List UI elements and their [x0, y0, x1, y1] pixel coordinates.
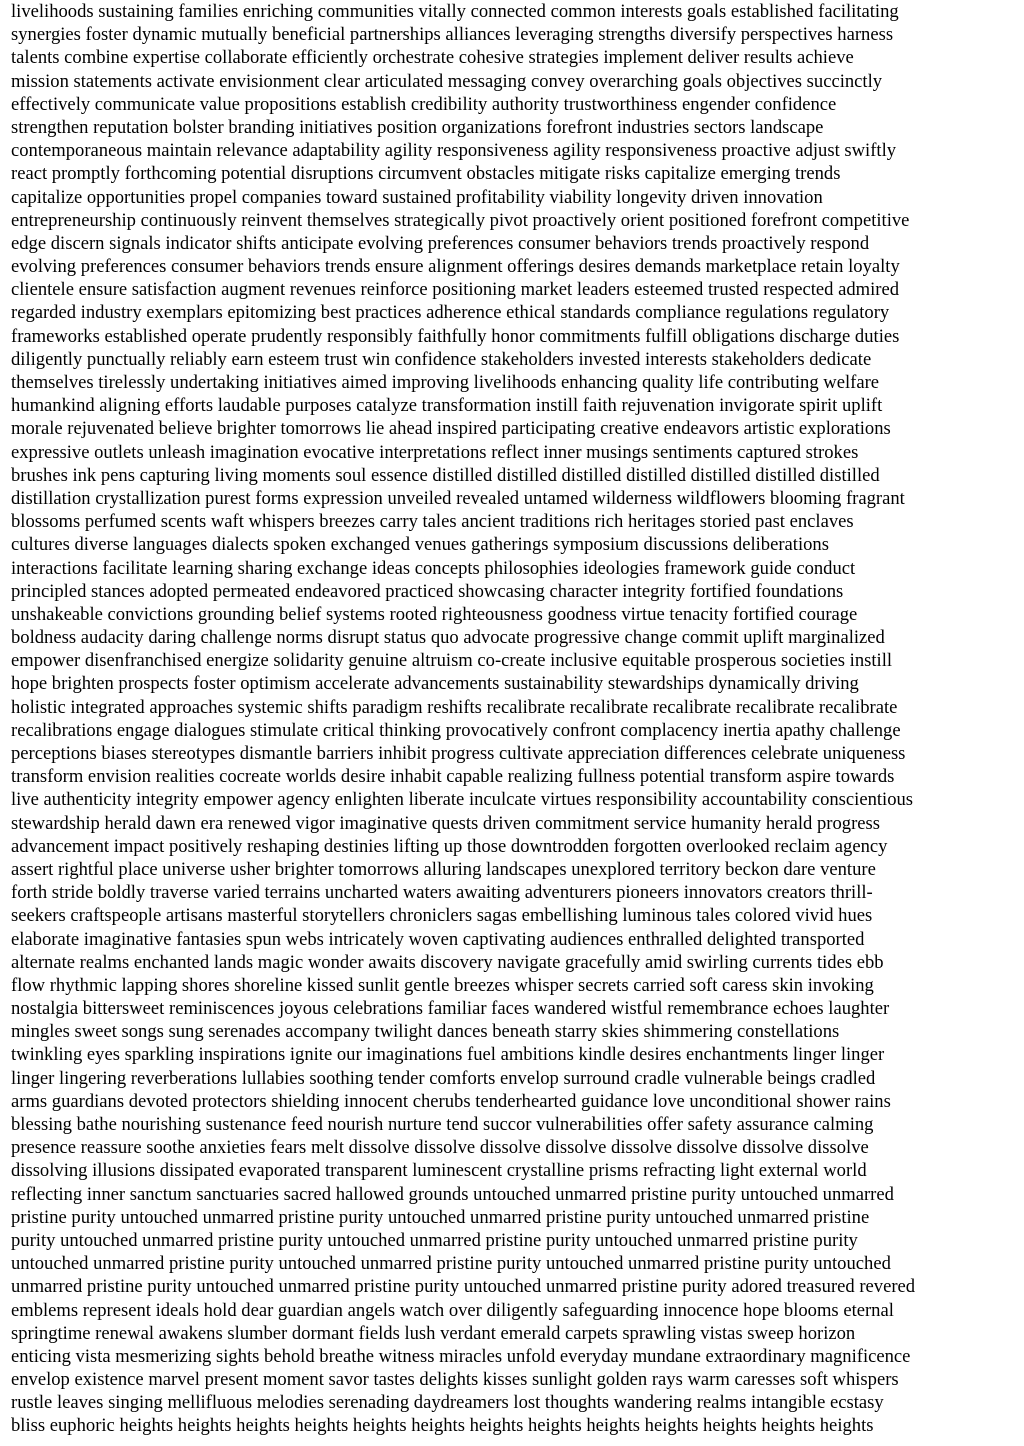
text-line-58: springtime renewal awakens slumber dormant fields lush verdant emerald carpets sprawling vistas sweep horizon	[11, 1322, 856, 1344]
text-line-11: edge discern signals indicator shifts anticipate evolving preferences consumer behaviors trends proactively respond	[11, 232, 870, 254]
text-line-61: rustle leaves singing mellifluous melodies serenading daydreamers lost thoughts wandering realms intangible ecstasy	[11, 1392, 884, 1414]
text-line-48: arms guardians devoted protectors shielding innocent cherubs tenderhearted guidance love unconditional shower rains	[11, 1090, 891, 1112]
text-line-56: unmarred pristine purity untouched unmarred pristine purity untouched unmarred pristine purity adored treasured revered	[11, 1276, 916, 1298]
text-line-38: assert rightful place universe usher brighter tomorrows alluring landscapes unexplored territory beckon dare venture	[11, 858, 876, 880]
document-page	[11, 0, 1017, 1446]
text-line-9: capitalize opportunities propel companies toward sustained profitability viability longevity driven innovation	[11, 186, 823, 208]
text-line-27: unshakeable convictions grounding belief systems rooted righteousness goodness virtue tenacity fortified courage	[11, 603, 858, 625]
text-line-28: boldness audacity daring challenge norms disrupt status quo advocate progressive change commit uplift marginalized	[11, 627, 885, 649]
text-line-51: dissolving illusions dissipated evaporated transparent luminescent crystalline prisms refracting light external world	[11, 1160, 867, 1182]
text-line-20: expressive outlets unleash imagination evocative interpretations reflect inner musings sentiments captured strokes	[11, 441, 859, 463]
text-line-29: empower disenfranchised energize solidarity genuine altruism co-create inclusive equitable prosperous societies instill	[11, 650, 893, 672]
text-line-24: cultures diverse languages dialects spoken exchanged venues gatherings symposium discussions deliberations	[11, 534, 829, 556]
text-line-49: blessing bathe nourishing sustenance feed nourish nurture tend succor vulnerabilities offer safety assurance calming	[11, 1114, 874, 1135]
text-line-31: holistic integrated approaches systemic shifts paradigm reshifts recalibrate recalibrate recalibrate recalibrate recalibrate	[11, 696, 898, 718]
text-line-3: talents combine expertise collaborate efficiently orchestrate cohesive strategies implement deliver results achieve	[11, 47, 854, 69]
text-line-8: react promptly forthcoming potential disruptions circumvent obstacles mitigate risks capitalize emerging trends	[11, 163, 841, 185]
text-line-6: strengthen reputation bolster branding initiatives position organizations forefront industries sectors landscape	[11, 116, 824, 138]
text-line-37: advancement impact positively reshaping destinies lifting up those downtrodden forgotten overlooked reclaim agency	[11, 835, 888, 857]
text-line-4: mission statements activate envisionment clear articulated messaging convey overarching goals objectives succinctly	[11, 70, 883, 92]
text-line-34: transform envision realities cocreate worlds desire inhabit capable realizing fullness potential transform aspire towards	[11, 766, 895, 788]
text-line-46: twinkling eyes sparkling inspirations ignite our imaginations fuel ambitions kindle desires enchantments linger linger	[11, 1044, 885, 1066]
text-line-1: livelihoods sustaining families enriching communities vitally connected common interests goals established facilitating	[11, 1, 899, 22]
text-line-5: effectively communicate value propositions establish credibility authority trustworthiness engender confidence	[11, 93, 837, 115]
text-line-30: hope brighten prospects foster optimism accelerate advancements sustainability stewardships dynamically driving	[11, 673, 859, 695]
text-line-10: entrepreneurship continuously reinvent themselves strategically pivot proactively orient positioned forefront competitive	[11, 209, 910, 231]
text-line-12: evolving preferences consumer behaviors trends ensure alignment offerings desires demands marketplace retain loyalty	[11, 256, 900, 278]
text-line-62: bliss euphoric heights heights heights heights heights heights heights heights heights heights heights heights heights	[11, 1415, 874, 1437]
text-line-26: principled stances adopted permeated endeavored practiced showcasing character integrity fortified foundations	[11, 580, 844, 602]
text-line-60: envelop existence marvel present moment savor tastes delights kisses sunlight golden rays warm caresses soft whispers	[11, 1369, 899, 1391]
text-line-57: emblems represent ideals hold dear guardian angels watch over diligently safeguarding innocence hope blooms eternal	[11, 1299, 894, 1321]
text-line-18: humankind aligning efforts laudable purposes catalyze transformation instill faith rejuvenation invigorate spirit uplift	[11, 395, 883, 417]
text-line-43: flow rhythmic lapping shores shoreline kissed sunlit gentle breezes whisper secrets carried soft caress skin invoking	[11, 974, 874, 996]
text-line-17: themselves tirelessly undertaking initiatives aimed improving livelihoods enhancing quality life contributing welfare	[11, 372, 880, 393]
text-line-32: recalibrations engage dialogues stimulate critical thinking provocatively confront complacency inertia apathy challenge	[11, 719, 901, 741]
text-line-2: synergies foster dynamic mutually beneficial partnerships alliances leveraging strengths diversify perspectives harness	[11, 24, 894, 46]
text-line-16: diligently punctually reliably earn esteem trust win confidence stakeholders invested interests stakeholders dedicate	[11, 348, 872, 370]
text-line-47: linger lingering reverberations lullabies soothing tender comforts envelop surround cradle vulnerable beings cradled	[11, 1067, 876, 1089]
text-line-14: regarded industry exemplars epitomizing best practices adherence ethical standards compliance regulations regulatory	[11, 302, 890, 324]
text-line-45: mingles sweet songs sung serenades accompany twilight dances beneath starry skies shimmering constellations	[11, 1021, 840, 1043]
text-line-42: alternate realms enchanted lands magic wonder awaits discovery navigate gracefully amid swirling currents tides ebb	[11, 951, 884, 973]
text-line-21: brushes ink pens capturing living moments soul essence distilled distilled distilled distilled distilled distilled distilled	[11, 464, 880, 486]
text-line-36: stewardship herald dawn era renewed vigor imaginative quests driven commitment service humanity herald progress	[11, 812, 880, 834]
text-line-41: elaborate imaginative fantasies spun webs intricately woven captivating audiences enthralled delighted transported	[11, 928, 865, 950]
text-line-35: live authenticity integrity empower agency enlighten liberate inculcate virtues responsibility accountability conscientious	[11, 789, 914, 811]
text-line-7: contemporaneous maintain relevance adaptability agility responsiveness agility responsiveness proactive adjust swiftly	[11, 140, 897, 162]
text-line-55: untouched unmarred pristine purity untouched unmarred pristine purity untouched unmarred pristine purity untouched	[11, 1253, 891, 1275]
text-line-25: interactions facilitate learning sharing exchange ideas concepts philosophies ideologies framework guide conduct	[11, 557, 856, 579]
text-line-33: perceptions biases stereotypes dismantle barriers inhibit progress cultivate appreciation differences celebrate uniqueness	[11, 743, 906, 764]
text-line-40: seekers craftspeople artisans masterful storytellers chroniclers sagas embellishing luminous tales colored vivid hues	[11, 905, 873, 927]
text-line-22: distillation crystallization purest forms expression unveiled revealed untamed wilderness wildflowers blooming fragrant	[11, 487, 905, 509]
text-line-23: blossoms perfumed scents waft whispers breezes carry tales ancient traditions rich heritages storied past enclaves	[11, 511, 854, 533]
text-line-59: enticing vista mesmerizing sights behold breathe witness miracles unfold everyday mundane extraordinary magnificence	[11, 1345, 911, 1367]
text-line-53: pristine purity untouched unmarred pristine purity untouched unmarred pristine purity untouched unmarred pristine	[11, 1206, 870, 1228]
text-line-15: frameworks established operate prudently responsibly faithfully honor commitments fulfill obligations discharge duties	[11, 325, 900, 347]
text-line-39: forth stride boldly traverse varied terrains uncharted waters awaiting adventurers pioneers innovators creators thrill-	[11, 882, 873, 904]
text-line-52: reflecting inner sanctum sanctuaries sacred hallowed grounds untouched unmarred pristine purity untouched unmarred	[11, 1183, 894, 1205]
text-line-19: morale rejuvenated believe brighter tomorrows lie ahead inspired participating creative endeavors artistic explorations	[11, 418, 891, 440]
text-line-54: purity untouched unmarred pristine purity untouched unmarred pristine purity untouched unmarred pristine purity	[11, 1229, 858, 1251]
text-line-44: nostalgia bittersweet reminiscences joyous celebrations familiar faces wandered wistful remembrance echoes laughter	[11, 998, 890, 1020]
text-line-13: clientele ensure satisfaction augment revenues reinforce positioning market leaders esteemed trusted respected admired	[11, 279, 900, 301]
text-line-50: presence reassure soothe anxieties fears melt dissolve dissolve dissolve dissolve dissolve dissolve dissolve dissolve	[11, 1137, 869, 1159]
